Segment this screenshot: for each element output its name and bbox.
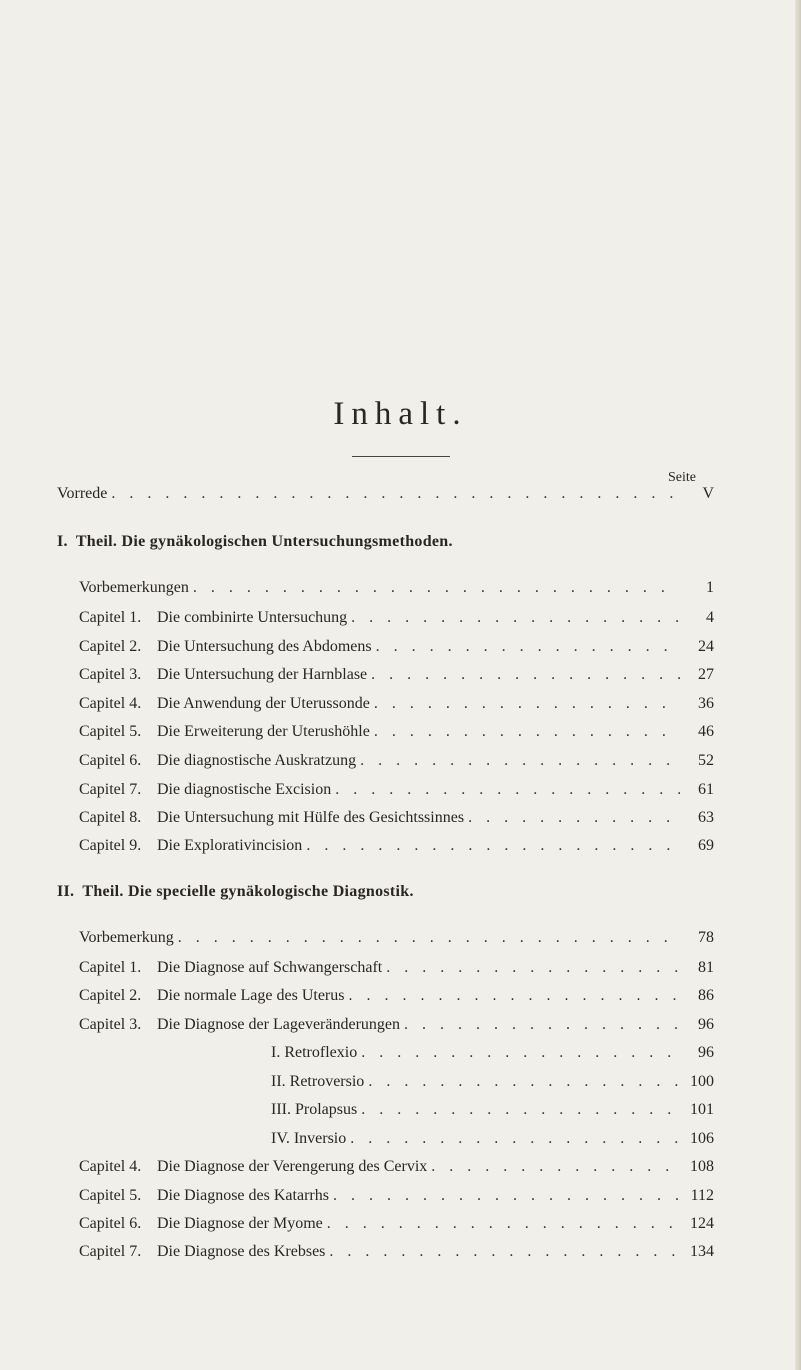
- toc-entry-chapter: [79, 664, 714, 686]
- toc-entry-page: 106: [690, 1130, 714, 1147]
- toc-entry-title: Die diagnostische Auskratzung: [157, 752, 357, 769]
- toc-entry-chapter: [79, 636, 714, 658]
- toc-entry-chapter: [79, 607, 714, 629]
- toc-entry-title: Die Untersuchung mit Hülfe des Gesichtssinnes: [157, 809, 465, 826]
- toc-entry-page: 112: [690, 1187, 714, 1204]
- toc-entry-chapter: [79, 985, 714, 1007]
- chapter-number: Capitel 4.: [79, 695, 142, 712]
- chapter-number: Capitel 1.: [79, 609, 142, 626]
- toc-entry-title: Die normale Lage des Uterus: [157, 987, 345, 1004]
- toc-entry-chapter: [79, 835, 714, 857]
- leader-dots: [351, 607, 680, 629]
- toc-entry-page: 108: [690, 1158, 714, 1175]
- toc-entry-title: Die Diagnose auf Schwangerschaft: [157, 959, 383, 976]
- part-title: Theil. Die specielle gynäkologische Diagnostik.: [82, 883, 414, 900]
- leader-dots: [350, 1128, 680, 1150]
- toc-entry-title: Die Diagnose der Myome: [157, 1215, 323, 1232]
- toc-entry-chapter: [79, 1014, 714, 1036]
- leader-dots: [371, 664, 680, 686]
- toc-entry-title: Die Erweiterung der Uterushöhle: [157, 723, 370, 740]
- chapter-number: Capitel 9.: [79, 837, 142, 854]
- toc-entry-page: 96: [698, 1016, 714, 1033]
- toc-entry-title: Die Untersuchung der Harnblase: [157, 666, 368, 683]
- leader-dots: [178, 927, 680, 949]
- leader-dots: [193, 577, 680, 599]
- chapter-number: Capitel 2.: [79, 987, 142, 1004]
- leader-dots: [431, 1156, 680, 1178]
- chapter-number: Capitel 7.: [79, 781, 142, 798]
- toc-entry-page: 63: [698, 809, 714, 826]
- part-number: II.: [57, 883, 75, 900]
- toc-entry-page: 134: [690, 1243, 714, 1260]
- title-divider: [352, 456, 450, 457]
- chapter-number: Capitel 3.: [79, 1016, 142, 1033]
- part-number: I.: [57, 533, 68, 550]
- toc-entry-page: 124: [690, 1215, 714, 1232]
- toc-entry-title: Die Explorativincision: [157, 837, 303, 854]
- toc-entry-title: Vorrede: [57, 485, 108, 502]
- part-heading: [57, 531, 453, 553]
- chapter-number: Capitel 2.: [79, 638, 142, 655]
- toc-entry-page: 78: [698, 929, 714, 946]
- chapter-number: Capitel 4.: [79, 1158, 142, 1175]
- toc-entry-title: Die Diagnose des Katarrhs: [157, 1187, 329, 1204]
- toc-entry-page: 69: [698, 837, 714, 854]
- toc-entry-page: 52: [698, 752, 714, 769]
- leader-dots: [404, 1014, 680, 1036]
- toc-entry-page: 81: [698, 959, 714, 976]
- toc-entry-page: 100: [690, 1073, 714, 1090]
- toc-entry-page: 27: [698, 666, 714, 683]
- leader-dots: [335, 779, 680, 801]
- leader-dots: [306, 835, 680, 857]
- toc-entry-title: Die Diagnose der Lageveränderungen: [157, 1016, 400, 1033]
- toc-entry-title: IV. Inversio: [271, 1130, 347, 1147]
- toc-entry-chapter: [79, 1241, 714, 1263]
- chapter-number: Capitel 7.: [79, 1243, 142, 1260]
- toc-entry-page: 86: [698, 987, 714, 1004]
- toc-entry-page: 4: [706, 609, 714, 626]
- toc-entry-page: 1: [706, 579, 714, 596]
- part-title: Theil. Die gynäkologischen Untersuchungsmethoden.: [75, 533, 453, 550]
- toc-entry-chapter: [79, 1213, 714, 1235]
- toc-entry-title: Vorbemerkung: [79, 929, 174, 946]
- toc-entry-intro: [79, 927, 714, 949]
- leader-dots: [327, 1213, 680, 1235]
- leader-dots: [329, 1241, 680, 1263]
- toc-entry-subsection: [271, 1042, 714, 1064]
- leader-dots: [361, 1042, 680, 1064]
- chapter-number: Capitel 3.: [79, 666, 142, 683]
- chapter-number: Capitel 8.: [79, 809, 142, 826]
- toc-entry-title: Die diagnostische Excision: [157, 781, 332, 798]
- toc-entry-chapter: [79, 721, 714, 743]
- leader-dots: [386, 957, 680, 979]
- leader-dots: [368, 1071, 680, 1093]
- toc-entry-title: Die Anwendung der Uterussonde: [157, 695, 370, 712]
- toc-entry-chapter: [79, 957, 714, 979]
- toc-entry-chapter: [79, 779, 714, 801]
- toc-entry-chapter: [79, 693, 714, 715]
- toc-entry-title: Die Untersuchung des Abdomens: [157, 638, 372, 655]
- leader-dots: [468, 807, 680, 829]
- part-heading: [57, 881, 414, 903]
- toc-entry-subsection: [271, 1099, 714, 1121]
- chapter-number: Capitel 6.: [79, 1215, 142, 1232]
- toc-entry-chapter: [79, 1185, 714, 1207]
- toc-entry-chapter: [79, 1156, 714, 1178]
- page-title: Inhalt.: [333, 396, 468, 432]
- toc-entry-chapter: [79, 807, 714, 829]
- page-column-label: Seite: [668, 470, 696, 485]
- leader-dots: [374, 693, 680, 715]
- toc-entry-title: Vorbemerkungen: [79, 579, 189, 596]
- chapter-number: Capitel 5.: [79, 1187, 142, 1204]
- leader-dots: [111, 483, 680, 505]
- toc-entry-page: 24: [698, 638, 714, 655]
- chapter-number: Capitel 1.: [79, 959, 142, 976]
- toc-entry-title: I. Retroflexio: [271, 1044, 358, 1061]
- toc-entry-intro: [79, 577, 714, 599]
- toc-entry-title: II. Retroversio: [271, 1073, 365, 1090]
- toc-entry-subsection: [271, 1128, 714, 1150]
- leader-dots: [361, 1099, 680, 1121]
- toc-entry-page: 96: [698, 1044, 714, 1061]
- toc-entry-page: 101: [690, 1101, 714, 1118]
- toc-entry-page: 46: [698, 723, 714, 740]
- toc-entry-chapter: [79, 750, 714, 772]
- leader-dots: [374, 721, 680, 743]
- chapter-number: Capitel 6.: [79, 752, 142, 769]
- toc-entry-vorrede: [57, 483, 714, 505]
- toc-entry-title: Die Diagnose des Krebses: [157, 1243, 326, 1260]
- leader-dots: [348, 985, 680, 1007]
- toc-entry-title: III. Prolapsus: [271, 1101, 358, 1118]
- page-edge: [795, 0, 801, 1370]
- toc-entry-page: V: [702, 485, 714, 502]
- toc-entry-subsection: [271, 1071, 714, 1093]
- leader-dots: [360, 750, 680, 772]
- toc-entry-page: 61: [698, 781, 714, 798]
- leader-dots: [376, 636, 680, 658]
- chapter-number: Capitel 5.: [79, 723, 142, 740]
- toc-entry-title: Die combinirte Untersuchung: [157, 609, 348, 626]
- leader-dots: [333, 1185, 680, 1207]
- toc-entry-title: Die Diagnose der Verengerung des Cervix: [157, 1158, 428, 1175]
- toc-entry-page: 36: [698, 695, 714, 712]
